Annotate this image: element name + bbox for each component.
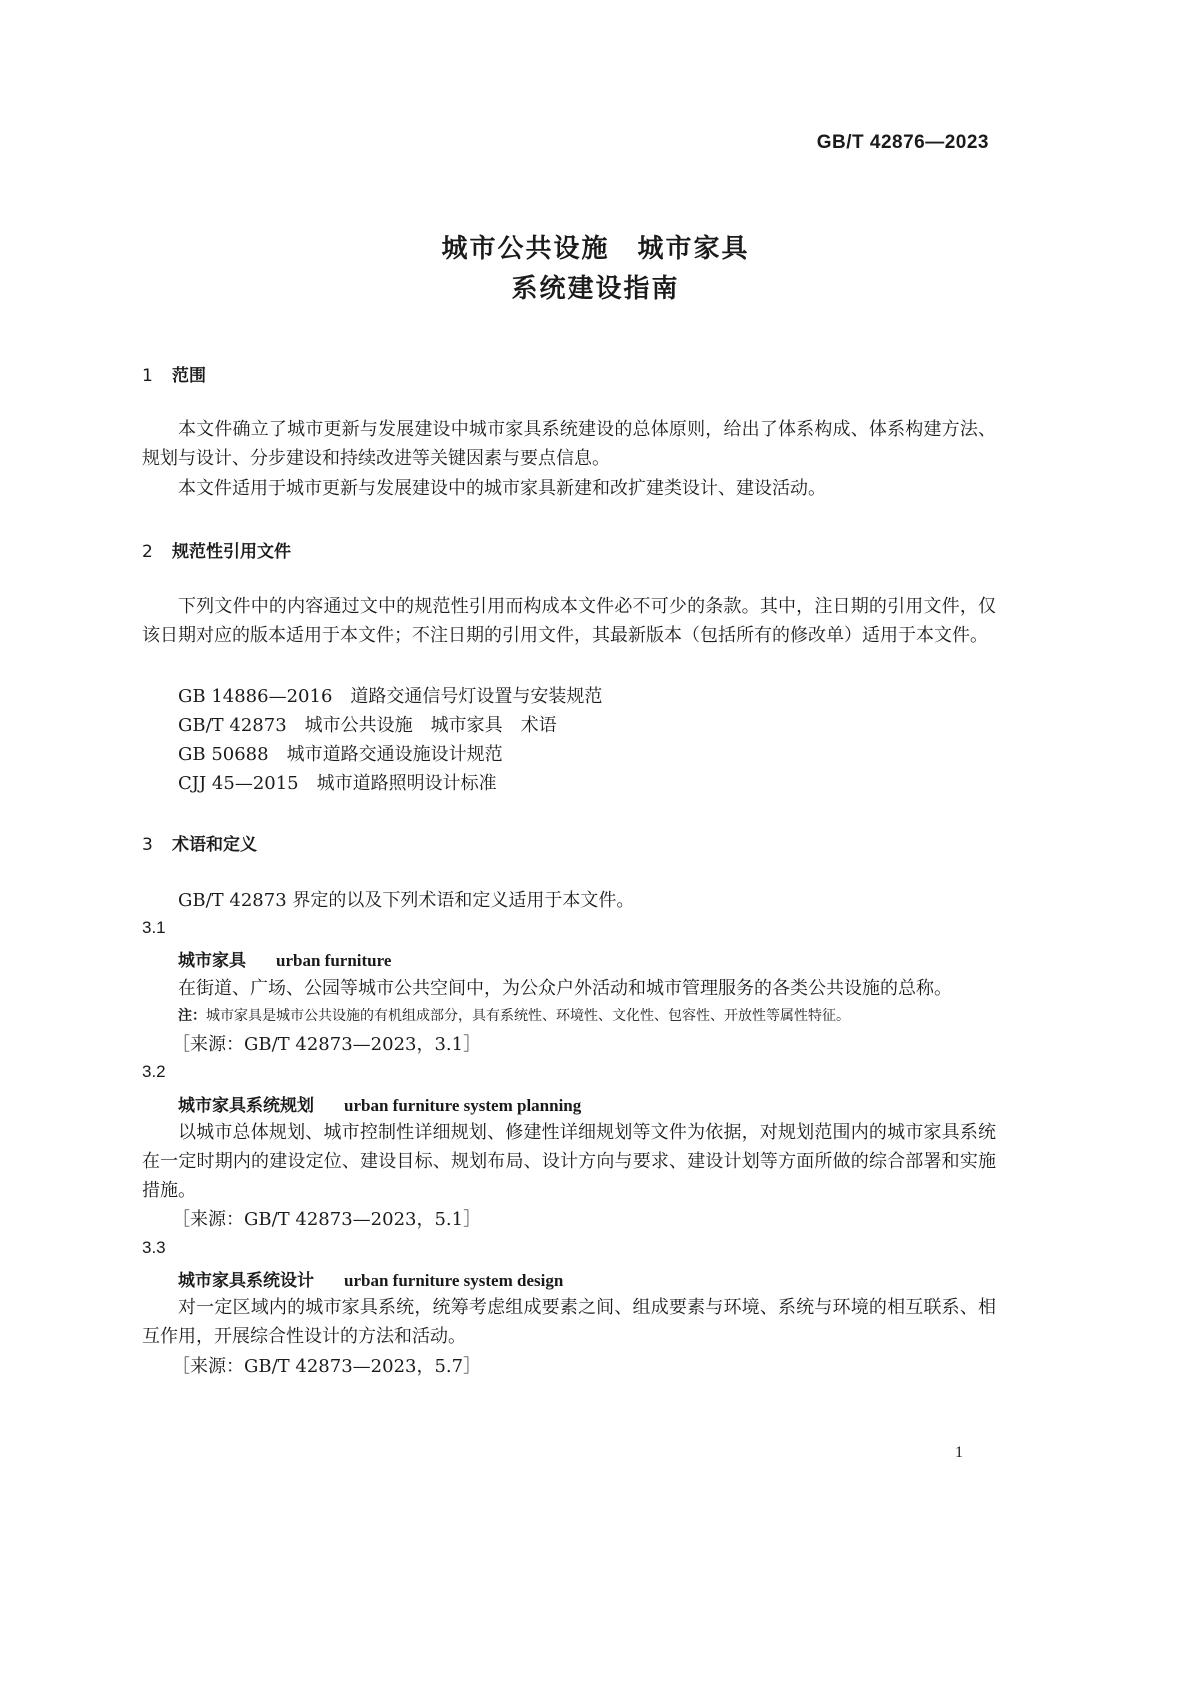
- section-2-heading: [142, 537, 291, 562]
- term-source: ［来源：GB/T 42873—2023，5.1］: [172, 1209, 482, 1230]
- reference-code: GB 14886—2016: [178, 686, 333, 707]
- reference-item: [178, 682, 602, 708]
- section-title: 规范性引用文件: [172, 542, 291, 562]
- section-title: 范围: [172, 366, 206, 386]
- term-english: urban furniture system planning: [344, 1096, 582, 1115]
- term-source: ［来源：GB/T 42873—2023，5.7］: [172, 1356, 482, 1377]
- page-number: 1: [955, 1444, 963, 1461]
- reference-code: GB 50688: [178, 744, 269, 765]
- section-1-heading: [142, 361, 206, 386]
- section-number: 1: [142, 366, 153, 386]
- section-number: 3: [142, 835, 153, 855]
- term-heading: [178, 1091, 581, 1116]
- scope-paragraph-1: 本文件确立了城市更新与发展建设中城市家具系统建设的总体原则，给出了体系构成、体系构建方法、规划与设计、分步建设和持续改进等关键因素与要点信息。: [142, 419, 996, 469]
- reference-title: 城市道路交通设施设计规范: [286, 744, 503, 765]
- reference-item: [178, 740, 503, 766]
- term-heading: [178, 1266, 563, 1291]
- standard-code: GB/T 42876—2023: [816, 132, 989, 153]
- terms-intro: GB/T 42873 界定的以及下列术语和定义适用于本文件。: [178, 890, 635, 911]
- reference-title: 城市公共设施 城市家具 术语: [304, 715, 557, 736]
- document-title-line2: 系统建设指南: [511, 274, 680, 304]
- note-text: 城市家具是城市公共设施的有机组成部分，具有系统性、环境性、文化性、包容性、开放性等属性特征。: [206, 1008, 850, 1024]
- reference-code: CJJ 45—2015: [178, 773, 299, 794]
- term-source: ［来源：GB/T 42873—2023，3.1］: [172, 1034, 482, 1055]
- term-english: urban furniture system design: [344, 1271, 564, 1290]
- reference-code: GB/T 42873: [178, 715, 287, 736]
- term-chinese: 城市家具系统设计: [178, 1271, 314, 1291]
- reference-title: 城市道路照明设计标准: [316, 773, 497, 794]
- term-note: [178, 1005, 850, 1025]
- term-definition: 在街道、广场、公园等城市公共空间中，为公众户外活动和城市管理服务的各类公共设施的总称。: [178, 978, 952, 999]
- section-number: 2: [142, 542, 153, 562]
- term-number: 3.1: [142, 918, 166, 937]
- term-number: 3.2: [142, 1062, 166, 1081]
- term-number: 3.3: [142, 1238, 166, 1257]
- term-definition: 对一定区域内的城市家具系统，统筹考虑组成要素之间、组成要素与环境、系统与环境的相互联系、相互作用，开展综合性设计的方法和活动。: [142, 1297, 996, 1347]
- term-english: urban furniture: [276, 951, 392, 970]
- term-heading: [178, 946, 391, 971]
- reference-item: [178, 769, 497, 795]
- term-chinese: 城市家具系统规划: [178, 1096, 314, 1116]
- document-title-line1: 城市公共设施 城市家具: [441, 234, 750, 264]
- reference-title: 道路交通信号灯设置与安装规范: [350, 686, 603, 707]
- term-definition: 以城市总体规划、城市控制性详细规划、修建性详细规划等文件为依据，对规划范围内的城市家具系统在一定时期内的建设定位、建设目标、规划布局、设计方向与要求、建设计划等方面所做的综合部署和实施措施。: [142, 1122, 996, 1201]
- scope-paragraph-2: 本文件适用于城市更新与发展建设中的城市家具新建和改扩建类设计、建设活动。: [178, 478, 826, 499]
- normative-references-paragraph: 下列文件中的内容通过文中的规范性引用而构成本文件必不可少的条款。其中，注日期的引用文件，仅该日期对应的版本适用于本文件；不注日期的引用文件，其最新版本（包括所有的修改单）适用于本文件。: [142, 596, 996, 646]
- section-title: 术语和定义: [172, 835, 257, 855]
- reference-item: [178, 711, 557, 737]
- term-chinese: 城市家具: [178, 951, 246, 971]
- section-3-heading: [142, 830, 257, 855]
- note-label: 注：: [178, 1008, 206, 1024]
